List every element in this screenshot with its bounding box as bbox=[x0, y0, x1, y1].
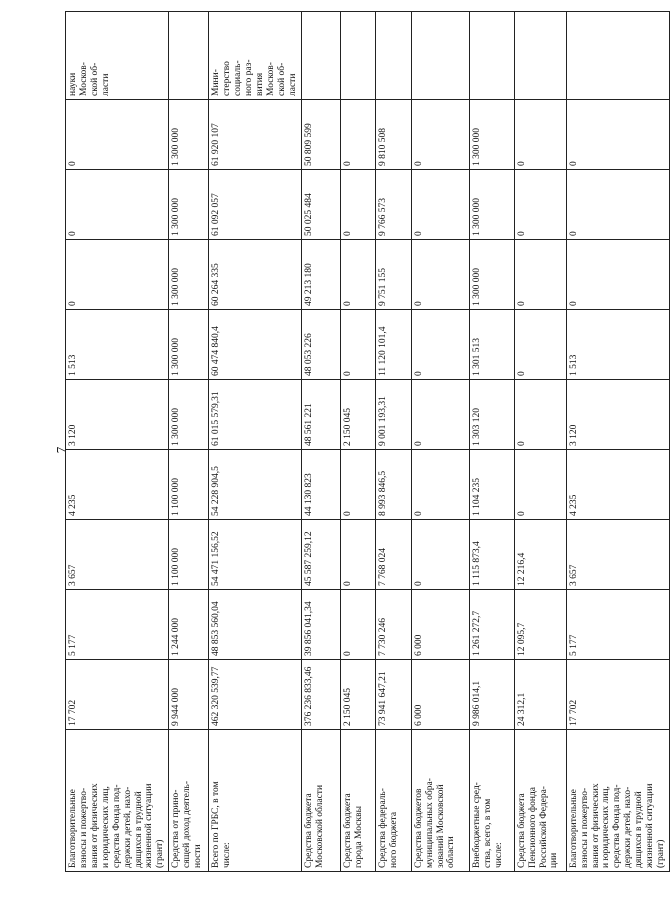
value-cell: 6 000 bbox=[411, 660, 469, 730]
budget-table bbox=[65, 11, 670, 872]
value-cell: 50 809 599 bbox=[301, 100, 340, 170]
row-label: Благотворительные взносы и пожертво- вания от физических и юридических лиц, средства Фонда под- держки детей, нахо- дящихся в трудной жизненной ситуации (грант) bbox=[566, 730, 669, 872]
value-cell: 0 bbox=[411, 450, 469, 520]
value-cell: 48 561 221 bbox=[301, 380, 340, 450]
page-number: 7 bbox=[53, 446, 69, 454]
table-row bbox=[411, 12, 469, 872]
value-cell: 1 513 bbox=[566, 310, 669, 380]
value-cell: 0 bbox=[514, 170, 566, 240]
table-row bbox=[514, 12, 566, 872]
value-cell: 45 587 259,12 bbox=[301, 520, 340, 590]
value-cell: 5 177 bbox=[66, 590, 169, 660]
row-label: Всего по ГРБС, в том числе: bbox=[209, 730, 301, 872]
value-cell: 0 bbox=[514, 310, 566, 380]
value-cell: 17 702 bbox=[66, 660, 169, 730]
responsible-cell bbox=[514, 12, 566, 100]
responsible-cell: науки Москов- ской об- ласти bbox=[66, 12, 169, 100]
value-cell: 2 150 045 bbox=[340, 660, 375, 730]
value-cell: 0 bbox=[514, 240, 566, 310]
responsible-cell bbox=[169, 12, 209, 100]
row-label: Средства бюджетов муниципальных обра- зований Московской области bbox=[411, 730, 469, 872]
value-cell: 9 766 573 bbox=[375, 170, 411, 240]
table-body bbox=[66, 12, 670, 872]
value-cell: 9 810 508 bbox=[375, 100, 411, 170]
value-cell: 1 300 000 bbox=[169, 310, 209, 380]
value-cell: 0 bbox=[514, 100, 566, 170]
value-cell: 0 bbox=[340, 590, 375, 660]
responsible-cell bbox=[411, 12, 469, 100]
value-cell: 9 944 000 bbox=[169, 660, 209, 730]
value-cell: 1 300 000 bbox=[169, 240, 209, 310]
value-cell: 0 bbox=[411, 240, 469, 310]
value-cell: 7 730 246 bbox=[375, 590, 411, 660]
value-cell: 0 bbox=[340, 240, 375, 310]
table-row bbox=[301, 12, 340, 872]
value-cell: 0 bbox=[514, 380, 566, 450]
value-cell: 0 bbox=[514, 450, 566, 520]
row-label: Средства бюджета Пенсионного фонда Российской Федера- ции bbox=[514, 730, 566, 872]
value-cell: 60 474 840,4 bbox=[209, 310, 301, 380]
value-cell: 0 bbox=[66, 170, 169, 240]
responsible-cell bbox=[566, 12, 669, 100]
row-label: Благотворительные взносы и пожертво- вания от физических и юридических лиц, средства Фонда под- держки детей, нахо- дящихся в трудной жизненной ситуации (грант) bbox=[66, 730, 169, 872]
value-cell: 0 bbox=[66, 100, 169, 170]
value-cell: 1 115 873,4 bbox=[469, 520, 514, 590]
value-cell: 9 751 155 bbox=[375, 240, 411, 310]
table-row bbox=[469, 12, 514, 872]
responsible-cell: Мини- стерство социаль- ного раз- вития Москов- ской об- ласти bbox=[209, 12, 301, 100]
table-row bbox=[375, 12, 411, 872]
value-cell: 1 300 000 bbox=[469, 240, 514, 310]
value-cell: 0 bbox=[340, 450, 375, 520]
value-cell: 8 993 846,5 bbox=[375, 450, 411, 520]
value-cell: 1 300 000 bbox=[469, 100, 514, 170]
row-label: Средства бюджета города Москвы bbox=[340, 730, 375, 872]
value-cell: 1 104 235 bbox=[469, 450, 514, 520]
value-cell: 1 300 000 bbox=[169, 380, 209, 450]
value-cell: 54 228 904,5 bbox=[209, 450, 301, 520]
value-cell: 61 920 107 bbox=[209, 100, 301, 170]
value-cell: 3 120 bbox=[66, 380, 169, 450]
responsible-cell bbox=[375, 12, 411, 100]
value-cell: 0 bbox=[340, 100, 375, 170]
value-cell: 24 312,1 bbox=[514, 660, 566, 730]
responsible-cell bbox=[301, 12, 340, 100]
value-cell: 1 244 000 bbox=[169, 590, 209, 660]
value-cell: 2 150 045 bbox=[340, 380, 375, 450]
responsible-cell bbox=[469, 12, 514, 100]
value-cell: 0 bbox=[411, 310, 469, 380]
value-cell: 1 513 bbox=[66, 310, 169, 380]
table-row bbox=[340, 12, 375, 872]
value-cell: 1 301 513 bbox=[469, 310, 514, 380]
table-row bbox=[566, 12, 669, 872]
value-cell: 39 856 041,34 bbox=[301, 590, 340, 660]
row-label: Средства федераль- ного бюджета bbox=[375, 730, 411, 872]
value-cell: 1 303 120 bbox=[469, 380, 514, 450]
value-cell: 3 657 bbox=[566, 520, 669, 590]
value-cell: 3 657 bbox=[66, 520, 169, 590]
responsible-cell bbox=[340, 12, 375, 100]
value-cell: 1 300 000 bbox=[469, 170, 514, 240]
value-cell: 60 264 335 bbox=[209, 240, 301, 310]
value-cell: 54 471 156,52 bbox=[209, 520, 301, 590]
value-cell: 6 000 bbox=[411, 590, 469, 660]
table-row bbox=[66, 12, 169, 872]
value-cell: 0 bbox=[340, 310, 375, 380]
value-cell: 49 213 180 bbox=[301, 240, 340, 310]
value-cell: 44 130 823 bbox=[301, 450, 340, 520]
value-cell: 462 320 539,77 bbox=[209, 660, 301, 730]
value-cell: 12 216,4 bbox=[514, 520, 566, 590]
value-cell: 17 702 bbox=[566, 660, 669, 730]
value-cell: 4 235 bbox=[66, 450, 169, 520]
value-cell: 0 bbox=[566, 100, 669, 170]
table-row bbox=[209, 12, 301, 872]
value-cell: 1 300 000 bbox=[169, 170, 209, 240]
value-cell: 12 095,7 bbox=[514, 590, 566, 660]
value-cell: 1 100 000 bbox=[169, 450, 209, 520]
value-cell: 61 015 579,31 bbox=[209, 380, 301, 450]
value-cell: 0 bbox=[411, 380, 469, 450]
value-cell: 1 261 272,7 bbox=[469, 590, 514, 660]
value-cell: 0 bbox=[340, 520, 375, 590]
row-label: Внебюджетные сред- ства, всего, в том числе: bbox=[469, 730, 514, 872]
value-cell: 4 235 bbox=[566, 450, 669, 520]
value-cell: 61 092 057 bbox=[209, 170, 301, 240]
rotated-table-wrapper bbox=[65, 12, 667, 872]
value-cell: 48 053 226 bbox=[301, 310, 340, 380]
row-label: Средства от прино- сящей доход деятель- ности bbox=[169, 730, 209, 872]
value-cell: 0 bbox=[66, 240, 169, 310]
value-cell: 7 768 024 bbox=[375, 520, 411, 590]
value-cell: 3 120 bbox=[566, 380, 669, 450]
row-label: Средства бюджета Московской области bbox=[301, 730, 340, 872]
value-cell: 0 bbox=[566, 240, 669, 310]
value-cell: 0 bbox=[411, 170, 469, 240]
value-cell: 5 177 bbox=[566, 590, 669, 660]
value-cell: 9 001 193,31 bbox=[375, 380, 411, 450]
value-cell: 0 bbox=[411, 100, 469, 170]
value-cell: 0 bbox=[411, 520, 469, 590]
value-cell: 1 100 000 bbox=[169, 520, 209, 590]
value-cell: 376 236 833,46 bbox=[301, 660, 340, 730]
value-cell: 73 941 647,21 bbox=[375, 660, 411, 730]
value-cell: 9 986 014,1 bbox=[469, 660, 514, 730]
value-cell: 1 300 000 bbox=[169, 100, 209, 170]
value-cell: 48 853 560,04 bbox=[209, 590, 301, 660]
value-cell: 0 bbox=[566, 170, 669, 240]
table-row bbox=[169, 12, 209, 872]
value-cell: 11 120 101,4 bbox=[375, 310, 411, 380]
value-cell: 0 bbox=[340, 170, 375, 240]
value-cell: 50 025 484 bbox=[301, 170, 340, 240]
